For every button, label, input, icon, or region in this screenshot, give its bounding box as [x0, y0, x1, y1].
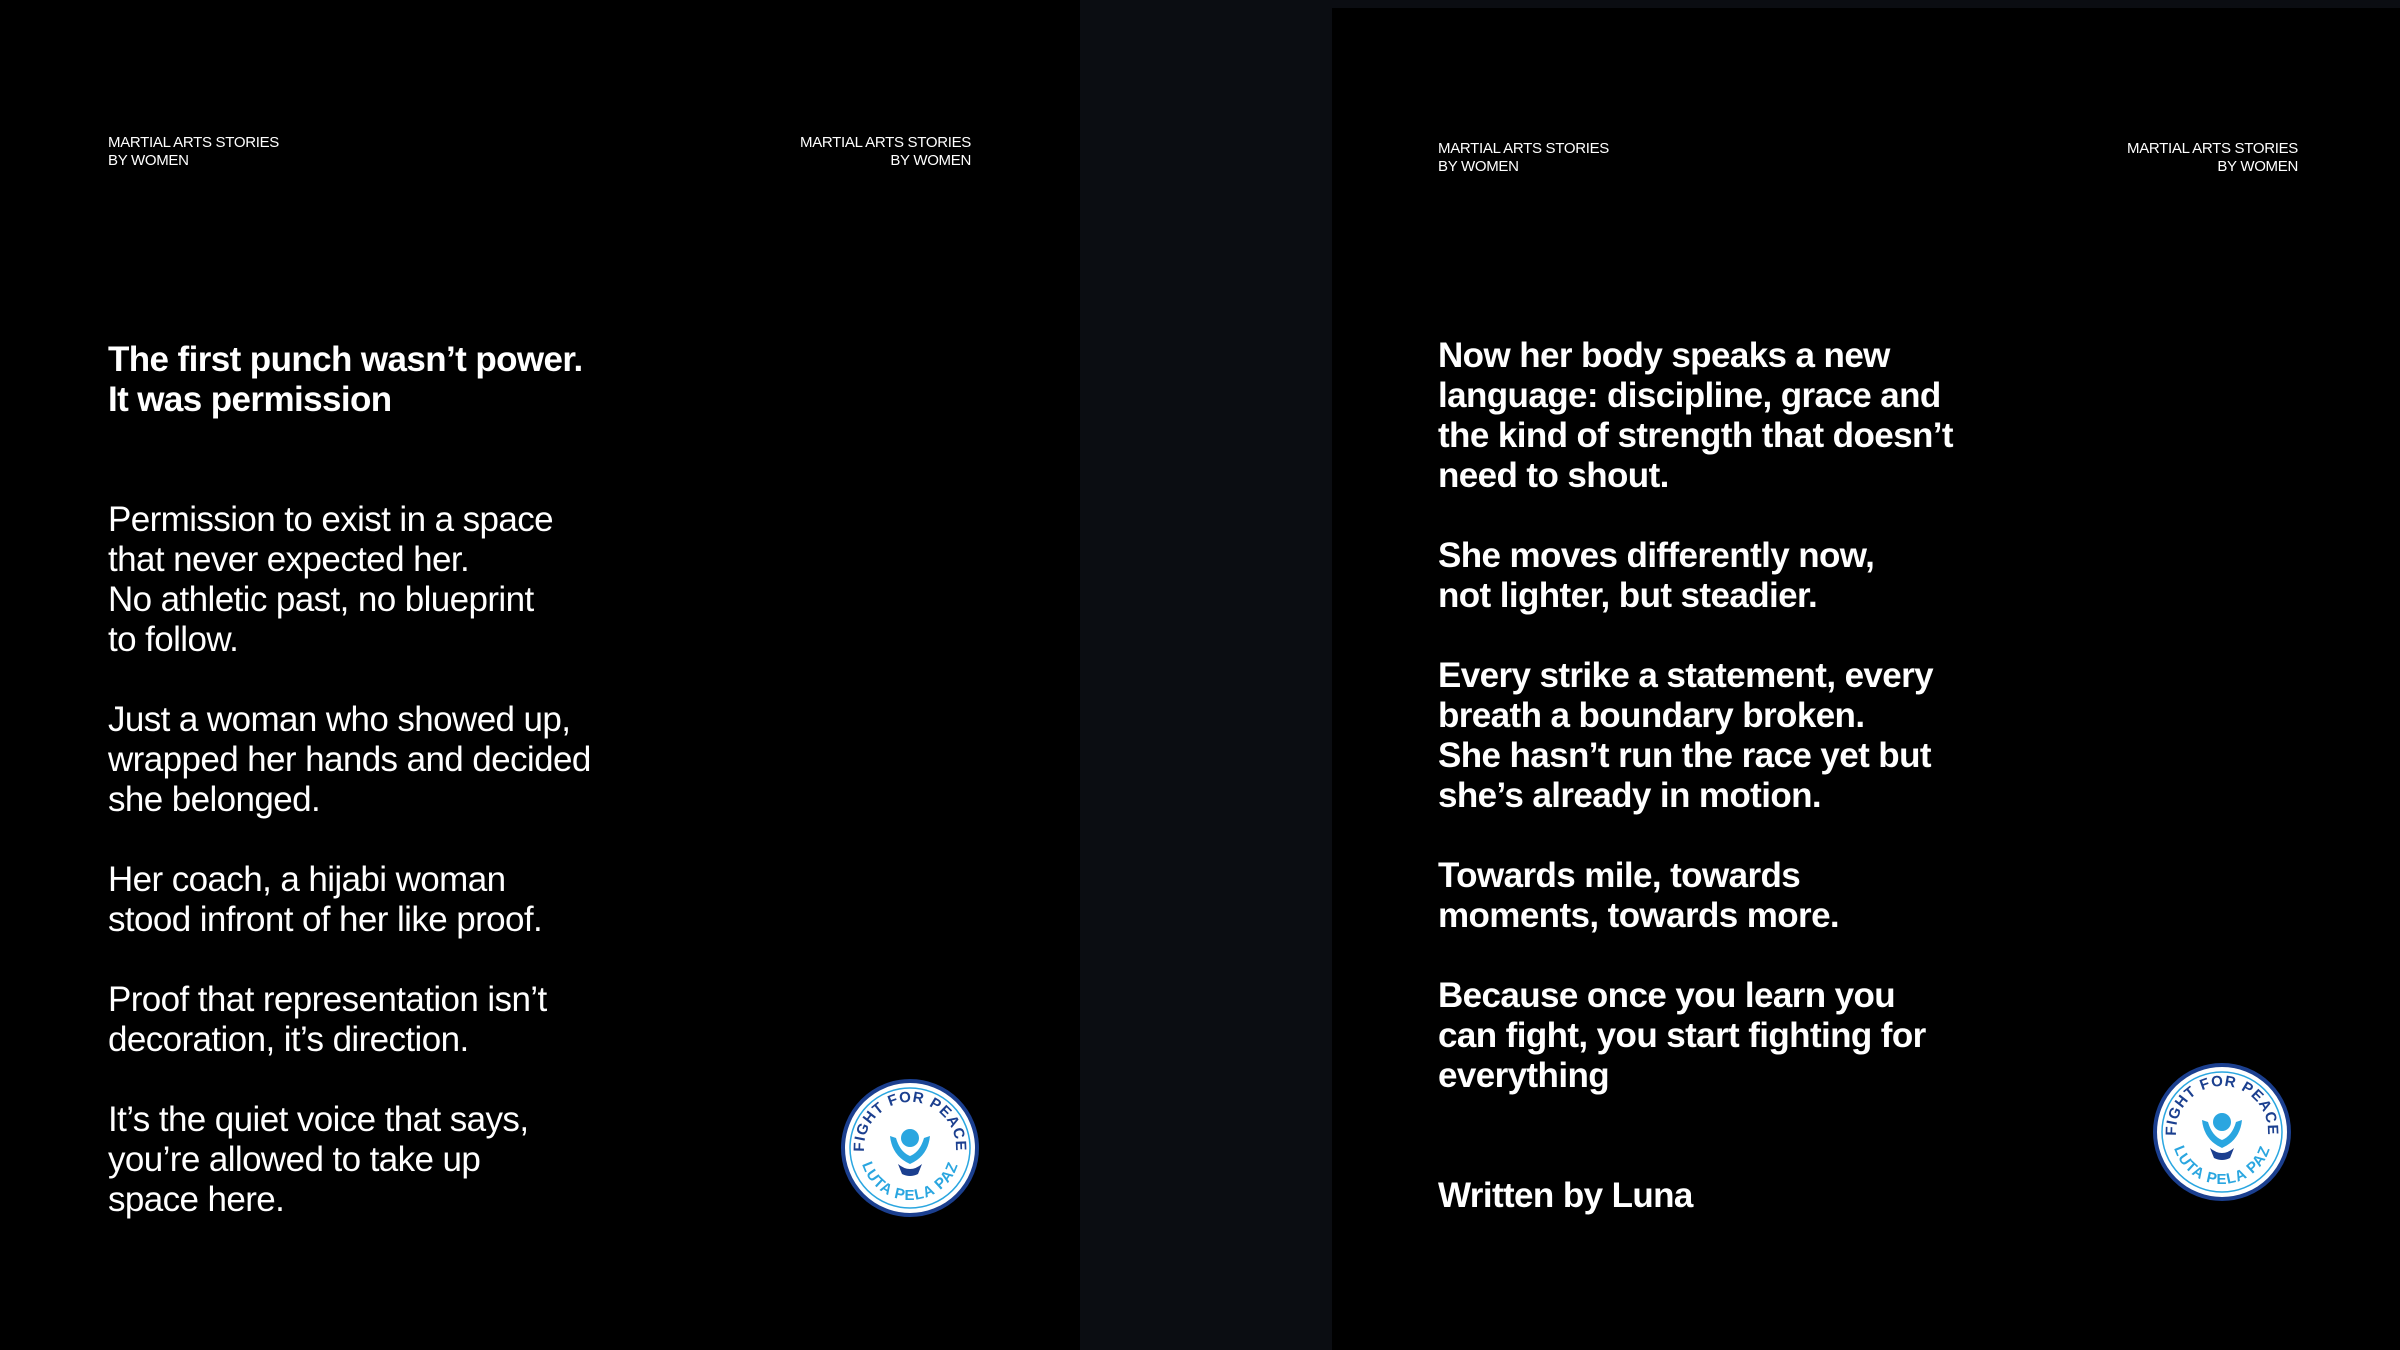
series-label-line: MARTIAL ARTS STORIES — [1438, 140, 1609, 157]
story-paragraph: Because once you learn you can fight, you start fighting for everything — [1438, 976, 1926, 1095]
logo-text-top: FIGHT FOR PEACE — [2162, 1072, 2282, 1136]
story-paragraph: Just a woman who showed up, wrapped her hands and decided she belonged. — [108, 700, 591, 819]
story-paragraph: Permission to exist in a space that never expected her. No athletic past, no blueprint to follow. — [108, 500, 553, 659]
story-text-right — [1438, 336, 1953, 1216]
story-paragraph: Her coach, a hijabi woman stood infront of her like proof. — [108, 860, 543, 939]
series-label-right — [2127, 140, 2298, 176]
story-paragraph: She moves differently now, not lighter, but steadier. — [1438, 536, 1875, 615]
series-label-line: MARTIAL ARTS STORIES — [2127, 140, 2298, 157]
story-paragraph: It’s the quiet voice that says, you’re allowed to take up space here. — [108, 1100, 529, 1219]
series-label-line: BY WOMEN — [1438, 158, 1519, 175]
story-card-left — [0, 0, 1080, 1350]
series-label-line: MARTIAL ARTS STORIES — [800, 134, 971, 151]
story-paragraph: Proof that representation isn’t decoration, it’s direction. — [108, 980, 547, 1059]
series-label-line: BY WOMEN — [108, 152, 189, 169]
series-label-right — [800, 134, 971, 170]
author-signature: Written by Luna — [1438, 1176, 1693, 1215]
lead-statement: The first punch wasn’t power. It was permission — [108, 340, 583, 419]
story-paragraph: Now her body speaks a new language: discipline, grace and the kind of strength that doesn’t need to shout. — [1438, 336, 1953, 495]
story-text-left — [108, 340, 591, 1220]
series-label-left — [108, 134, 279, 170]
logo-text-bottom: LUTA PELA PAZ — [2170, 1143, 2274, 1188]
fight-for-peace-logo-icon — [2152, 1062, 2292, 1202]
series-label-line: BY WOMEN — [890, 152, 971, 169]
series-label-line: MARTIAL ARTS STORIES — [108, 134, 279, 151]
fight-for-peace-logo-icon — [840, 1078, 980, 1218]
story-paragraph: Towards mile, towards moments, towards more. — [1438, 856, 1840, 935]
series-label-line: BY WOMEN — [2217, 158, 2298, 175]
fight-for-peace-logo — [2152, 1062, 2292, 1202]
fight-for-peace-logo — [840, 1078, 980, 1218]
story-card-right — [1332, 8, 2400, 1350]
series-label-left — [1438, 140, 1609, 176]
story-paragraph: Every strike a statement, every breath a boundary broken. She hasn’t run the race yet but she’s already in motion. — [1438, 656, 1934, 815]
logo-text-top: FIGHT FOR PEACE — [850, 1088, 970, 1152]
logo-text-bottom: LUTA PELA PAZ — [858, 1159, 962, 1204]
